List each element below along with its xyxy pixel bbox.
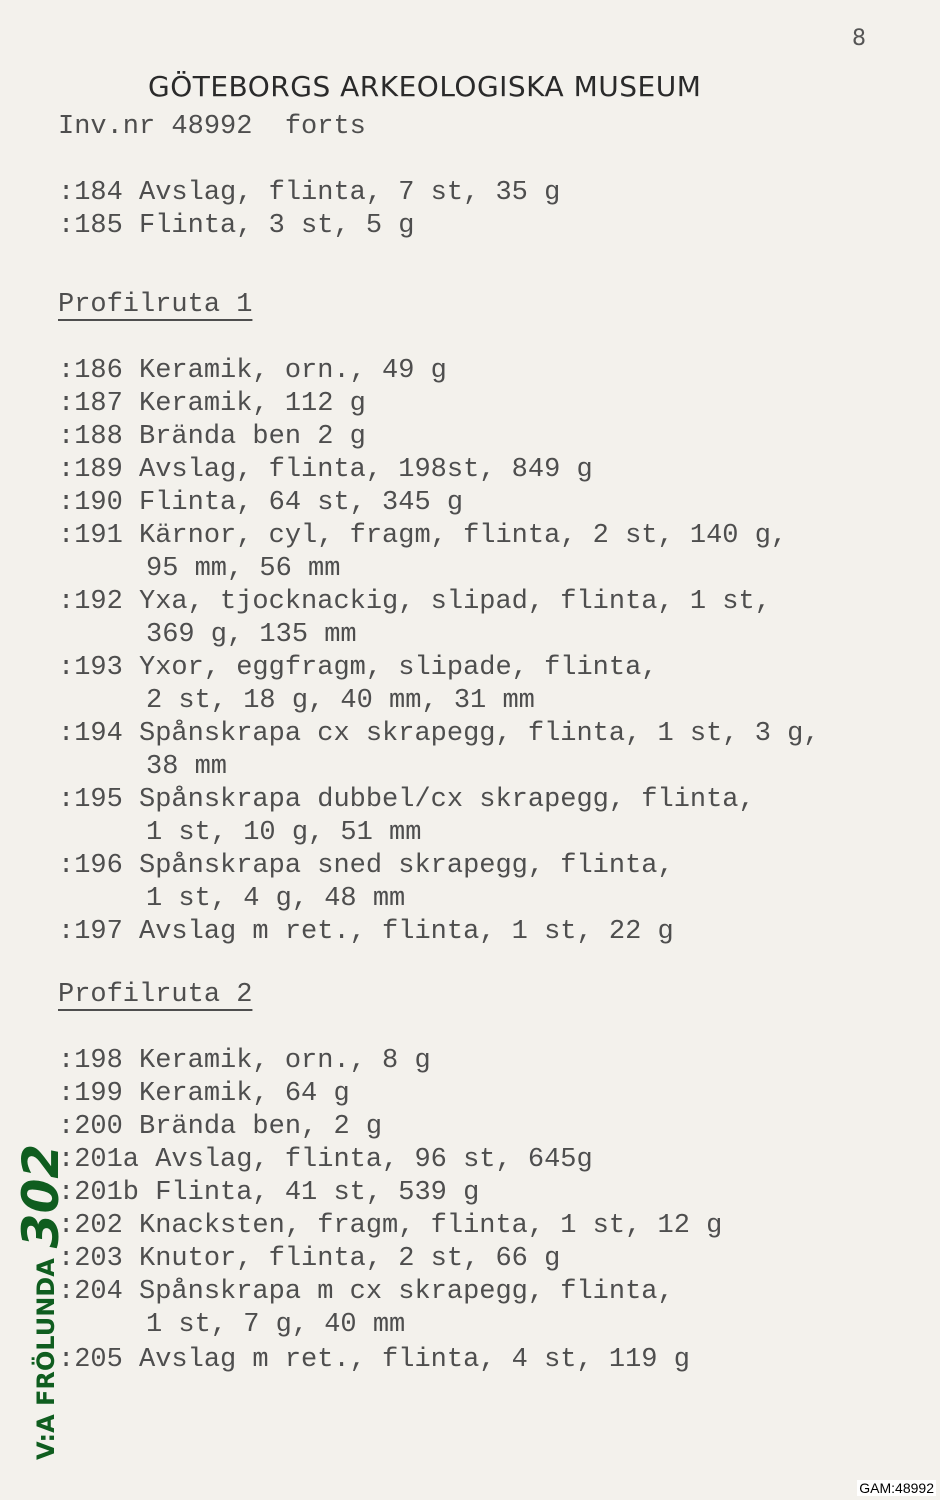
section-title: Profilruta 2: [58, 980, 253, 1010]
entry-line: :201a Avslag, flinta, 96 st, 645g: [58, 1145, 593, 1175]
entry-line: :188 Brända ben 2 g: [58, 422, 366, 452]
entry-line: :187 Keramik, 112 g: [58, 389, 366, 419]
entry-continuation: 369 g, 135 mm: [146, 620, 357, 650]
entry-line: :202 Knacksten, fragm, flinta, 1 st, 12 g: [58, 1211, 723, 1241]
museum-header: GÖTEBORGS ARKEOLOGISKA MUSEUM: [148, 70, 702, 103]
entry-continuation: 1 st, 4 g, 48 mm: [146, 884, 406, 914]
stamp-site-name: V:A FRÖLUNDA: [32, 1258, 60, 1460]
entry-continuation: 1 st, 10 g, 51 mm: [146, 818, 422, 848]
entry-line: :189 Avslag, flinta, 198st, 849 g: [58, 455, 593, 485]
entry-line: :194 Spånskrapa cx skrapegg, flinta, 1 st, 3 g,: [58, 719, 820, 749]
site-stamp: [12, 1144, 70, 1460]
entry-line: :195 Spånskrapa dubbel/cx skrapegg, flinta,: [58, 785, 755, 815]
inventory-number: Inv.nr 48992 forts: [58, 112, 366, 142]
entry-continuation: 95 mm, 56 mm: [146, 554, 341, 584]
entry-line: :196 Spånskrapa sned skrapegg, flinta,: [58, 851, 674, 881]
entry-continuation: 2 st, 18 g, 40 mm, 31 mm: [146, 686, 535, 716]
section-title: Profilruta 1: [58, 290, 253, 320]
entry-line: :204 Spånskrapa m cx skrapegg, flinta,: [58, 1277, 674, 1307]
entry-line: :192 Yxa, tjocknackig, slipad, flinta, 1 st,: [58, 587, 771, 617]
entry-line: :198 Keramik, orn., 8 g: [58, 1046, 431, 1076]
entry-line: :193 Yxor, eggfragm, slipade, flinta,: [58, 653, 658, 683]
entry-line: :199 Keramik, 64 g: [58, 1079, 350, 1109]
entry-line: :186 Keramik, orn., 49 g: [58, 356, 447, 386]
entry-line: :197 Avslag m ret., flinta, 1 st, 22 g: [58, 917, 674, 947]
entry-line: :191 Kärnor, cyl, fragm, flinta, 2 st, 140 g,: [58, 521, 788, 551]
entry-line: :201b Flinta, 41 st, 539 g: [58, 1178, 480, 1208]
entry-line: :190 Flinta, 64 st, 345 g: [58, 488, 464, 518]
stamp-number: 302: [12, 1143, 70, 1249]
entry-continuation: 1 st, 7 g, 40 mm: [146, 1310, 406, 1340]
catalog-id-label: GAM:48992: [859, 1480, 934, 1496]
entry-line: :205 Avslag m ret., flinta, 4 st, 119 g: [58, 1345, 690, 1375]
entry-line: :185 Flinta, 3 st, 5 g: [58, 211, 415, 241]
entry-line: :203 Knutor, flinta, 2 st, 66 g: [58, 1244, 561, 1274]
entry-continuation: 38 mm: [146, 752, 228, 782]
entry-line: :200 Brända ben, 2 g: [58, 1112, 383, 1142]
entry-line: :184 Avslag, flinta, 7 st, 35 g: [58, 178, 561, 208]
page-number: 8: [852, 26, 866, 51]
